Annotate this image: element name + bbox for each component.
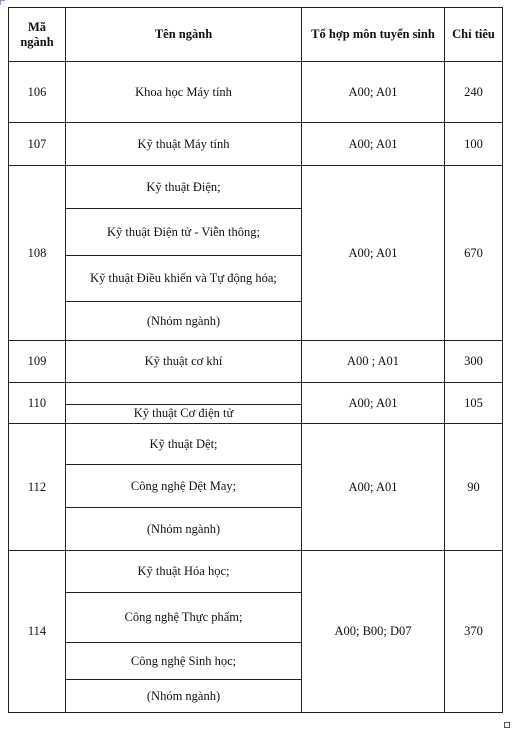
header-quota: Chỉ tiêu bbox=[444, 7, 503, 62]
row-name: Kỹ thuật Hóa học; bbox=[65, 550, 302, 593]
row-name: Kỹ thuật cơ khí bbox=[65, 340, 302, 383]
row-combo: A00; A01 bbox=[301, 423, 445, 551]
row-combo: A00; A01 bbox=[301, 382, 445, 424]
admissions-table bbox=[8, 7, 502, 722]
row-name: Kỹ thuật Máy tính bbox=[65, 122, 302, 166]
row-combo: A00; B00; D07 bbox=[301, 550, 445, 713]
row-code: 109 bbox=[8, 340, 66, 383]
row-name: Công nghệ Sinh học; bbox=[65, 642, 302, 680]
row-name: Công nghệ Dệt May; bbox=[65, 464, 302, 508]
row-code: 108 bbox=[8, 165, 66, 341]
header-combo: Tổ hợp môn tuyển sinh bbox=[301, 7, 445, 62]
row-quota: 300 bbox=[444, 340, 503, 383]
row-name: Công nghệ Thực phẩm; bbox=[65, 592, 302, 643]
row-code: 106 bbox=[8, 61, 66, 123]
row-quota: 240 bbox=[444, 61, 503, 123]
table-resize-handle[interactable] bbox=[504, 722, 510, 728]
table-move-handle-icon[interactable] bbox=[0, 0, 6, 6]
row-combo: A00 ; A01 bbox=[301, 340, 445, 383]
row-name: Kỹ thuật Dệt; bbox=[65, 423, 302, 465]
row-combo: A00; A01 bbox=[301, 165, 445, 341]
row-quota: 670 bbox=[444, 165, 503, 341]
row-code: 110 bbox=[8, 382, 66, 424]
row-code: 114 bbox=[8, 550, 66, 713]
row-name: Kỹ thuật Điều khiển và Tự động hóa; bbox=[65, 255, 302, 302]
row-quota: 105 bbox=[444, 382, 503, 424]
row-name: Khoa học Máy tính bbox=[65, 61, 302, 123]
row-name: Kỹ thuật Điện; bbox=[65, 165, 302, 209]
row-code: 112 bbox=[8, 423, 66, 551]
row-code: 107 bbox=[8, 122, 66, 166]
header-code: Mã ngành bbox=[8, 7, 66, 62]
header-name: Tên ngành bbox=[65, 7, 302, 62]
row-quota: 100 bbox=[444, 122, 503, 166]
row-quota: 370 bbox=[444, 550, 503, 713]
row-quota: 90 bbox=[444, 423, 503, 551]
row-name: (Nhóm ngành) bbox=[65, 301, 302, 341]
row-name: Kỹ thuật Cơ điện tử bbox=[65, 404, 302, 424]
row-combo: A00; A01 bbox=[301, 61, 445, 123]
row-name: (Nhóm ngành) bbox=[65, 679, 302, 713]
row-name bbox=[65, 382, 302, 405]
row-combo: A00; A01 bbox=[301, 122, 445, 166]
row-name: (Nhóm ngành) bbox=[65, 507, 302, 551]
row-name: Kỹ thuật Điện tử - Viễn thông; bbox=[65, 208, 302, 256]
